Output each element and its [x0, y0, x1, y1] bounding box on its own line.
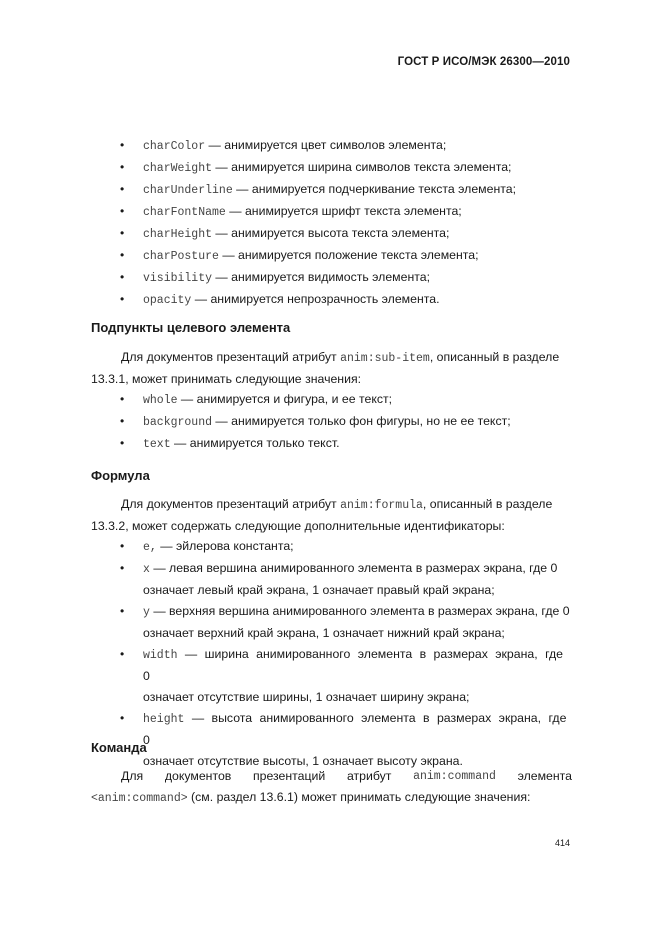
code-term: y	[143, 606, 150, 619]
paragraph-word: Для	[121, 769, 144, 783]
item-description: — анимируется шрифт текста элемента;	[225, 204, 462, 218]
section-heading: Команда	[91, 740, 147, 755]
section-heading: Формула	[91, 468, 150, 483]
item-description: — верхняя вершина анимированного элемента в размерах экрана, где 0	[149, 604, 570, 618]
paragraph-line	[91, 766, 572, 787]
bullet-icon: •	[120, 539, 125, 553]
item-description-continued: означает отсутствие ширины, 1 означает ширину экрана;	[143, 690, 470, 704]
item-description: — анимируется высота текста элемента;	[212, 226, 450, 240]
paragraph-line: 13.3.1, может принимать следующие значения:	[91, 372, 362, 386]
list-item	[0, 179, 661, 201]
paragraph-word: презентаций	[252, 769, 326, 783]
code-term: visibility	[143, 272, 213, 285]
list-item	[0, 135, 661, 157]
item-description-continued: означает левый край экрана, 1 означает правый край экрана;	[143, 583, 495, 597]
code-term: width	[143, 649, 178, 662]
item-line	[143, 708, 572, 751]
bullet-icon: •	[120, 436, 125, 450]
item-description: — анимируется подчеркивание текста элемента;	[232, 182, 517, 196]
list-item	[0, 558, 661, 601]
code-term: charUnderline	[143, 184, 233, 197]
code-term: charColor	[143, 140, 206, 153]
code-term: whole	[143, 394, 178, 407]
bullet-icon: •	[120, 204, 125, 218]
paragraph-word: элемента	[517, 769, 572, 783]
item-description: — анимируется и фигура, и ее текст;	[177, 392, 393, 406]
list-item	[0, 411, 661, 433]
bullet-icon: •	[120, 647, 125, 661]
code-term: charWeight	[143, 162, 213, 175]
paragraph-line	[91, 787, 572, 809]
paragraph-text: Для документов презентаций атрибут	[121, 350, 341, 364]
bullet-icon: •	[120, 138, 125, 152]
code-term: anim:command	[413, 770, 496, 783]
page-number: 414	[554, 838, 570, 848]
bullet-icon: •	[120, 392, 125, 406]
bullet-icon: •	[120, 160, 125, 174]
item-description: — анимируется только фон фигуры, но не ее текст;	[212, 414, 511, 428]
code-term: background	[143, 416, 213, 429]
item-description-continued: означает отсутствие высоты, 1 означает высоту экрана.	[143, 754, 463, 768]
formula-identifier-list	[0, 536, 661, 772]
list-item	[0, 157, 661, 179]
sub-item-value-list	[0, 389, 661, 455]
paragraph-text: Для документов презентаций атрибут	[121, 497, 341, 511]
code-term: charHeight	[143, 228, 213, 241]
item-line	[143, 601, 572, 623]
item-description: — эйлерова константа;	[156, 539, 294, 553]
attribute-value-list	[0, 135, 661, 311]
code-term: x	[143, 563, 150, 576]
code-term: charPosture	[143, 250, 219, 263]
item-description: — анимируется видимость элемента;	[212, 270, 431, 284]
item-description: — ширина анимированного элемента в размерах экрана, где 0	[143, 647, 564, 683]
paragraph-text: , описанный в разделе	[422, 497, 553, 511]
item-description: — анимируется непрозрачность элемента.	[191, 292, 440, 306]
bullet-icon: •	[120, 226, 125, 240]
list-item	[0, 644, 661, 708]
list-item	[0, 601, 661, 644]
list-item	[0, 223, 661, 245]
paragraph-line: 13.3.2, может содержать следующие дополнительные идентификаторы:	[91, 519, 505, 533]
item-description: — анимируется цвет символов элемента;	[205, 138, 447, 152]
bullet-icon: •	[120, 182, 125, 196]
code-term: e,	[143, 541, 157, 554]
list-item	[0, 433, 661, 455]
paragraph-text: (см. раздел 13.6.1) может принимать следующие значения:	[187, 790, 531, 804]
code-term: text	[143, 438, 171, 451]
paragraph-word: документов	[164, 769, 232, 783]
paragraph	[91, 347, 572, 390]
item-description: — анимируется ширина символов текста элемента;	[212, 160, 512, 174]
document-header: ГОСТ Р ИСО/МЭК 26300—2010	[397, 56, 570, 68]
bullet-icon: •	[120, 604, 125, 618]
list-item	[0, 536, 661, 558]
paragraph-text: , описанный в разделе	[429, 350, 560, 364]
bullet-icon: •	[120, 248, 125, 262]
item-line	[143, 558, 572, 580]
code-term: <anim:command>	[91, 792, 188, 805]
paragraph-word: атрибут	[346, 769, 392, 783]
paragraph-line	[91, 494, 572, 516]
list-item	[0, 267, 661, 289]
code-term: charFontName	[143, 206, 226, 219]
item-description: — анимируется положение текста элемента;	[218, 248, 479, 262]
bullet-icon: •	[120, 292, 125, 306]
list-item	[0, 245, 661, 267]
item-description-continued: означает верхний край экрана, 1 означает нижний край экрана;	[143, 626, 505, 640]
list-item	[0, 289, 661, 311]
item-line	[143, 644, 572, 687]
paragraph	[91, 494, 572, 537]
bullet-icon: •	[120, 561, 125, 575]
list-item	[0, 389, 661, 411]
section-heading: Подпункты целевого элемента	[91, 320, 291, 335]
code-term: anim:formula	[340, 499, 423, 512]
code-term: height	[143, 713, 185, 726]
item-description: — высота анимированного элемента в размерах экрана, где 0	[143, 711, 567, 747]
bullet-icon: •	[120, 414, 125, 428]
paragraph	[91, 766, 572, 809]
paragraph-line	[91, 347, 572, 369]
list-item	[0, 201, 661, 223]
item-description: — левая вершина анимированного элемента в размерах экрана, где 0	[149, 561, 558, 575]
code-term: anim:sub-item	[340, 352, 430, 365]
bullet-icon: •	[120, 270, 125, 284]
item-description: — анимируется только текст.	[170, 436, 340, 450]
code-term: opacity	[143, 294, 192, 307]
bullet-icon: •	[120, 711, 125, 725]
